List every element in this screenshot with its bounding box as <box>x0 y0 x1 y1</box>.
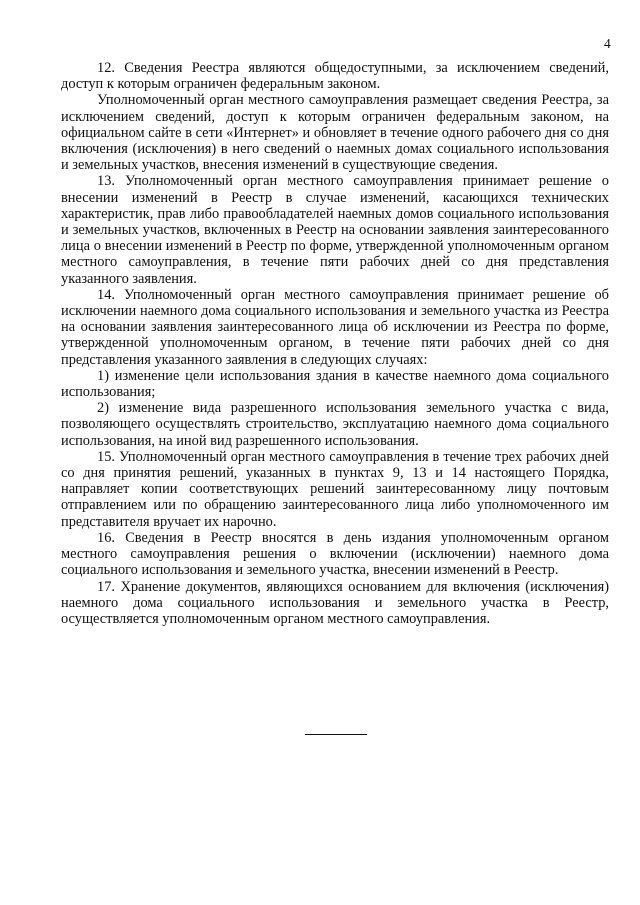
paragraph-16: 16. Сведения в Реестр вносятся в день издания уполномоченным органом местного самоуправления решения о включении (исключении) наемного дома социального использования и земельного участка, внесении изменений в Реестр. <box>61 529 609 579</box>
paragraph-12: 12. Сведения Реестра являются общедоступными, за исключением сведений, доступ к которым ограничен федеральным законом. <box>61 60 609 93</box>
paragraph-14: 14. Уполномоченный орган местного самоуправления принимает решение об исключении наемного дома социального использования и земельного участка из Реестра на основании заявления заинтересованного лица об исключении из Реестра по форме, утвержденной уполномоченным органом, в течение пяти рабочих дней со дня представления указанного заявления в следующих случаях: <box>61 286 609 368</box>
paragraph-17: 17. Хранение документов, являющихся основанием для включения (исключения) наемного дома социального использования и земельного участка в Реестр, осуществляется уполномоченным органом местного самоуправления. <box>61 578 609 627</box>
page-number: 4 <box>604 36 611 51</box>
paragraph-15: 15. Уполномоченный орган местного самоуправления в течение трех рабочих дней со дня принятия решений, указанных в пунктах 9, 13 и 14 настоящего Порядка, направляет копии соответствующих решений заинтересованному лицу почтовым отправлением или по обращению заинтересованного лица либо уполномоченного им представителя вручает их нарочно. <box>61 448 609 530</box>
paragraph-13: 13. Уполномоченный орган местного самоуправления принимает решение о внесении изменений в Реестр в случае изменений, касающихся технических характеристик, прав либо правообладателей наемных домов социального использования и земельных участков, включенных в Реестр на основании заявления заинтересованного лица о внесении изменений в Реестр по форме, утвержденной уполномоченным органом местного самоуправления, в течение пяти рабочих дней со дня представления указанного заявления. <box>61 173 609 287</box>
paragraph-12-publication: Уполномоченный орган местного самоуправления размещает сведения Реестра, за исключением сведений, доступ к которым ограничен федеральным законом, на официальном сайте в сети «Интернет» и обновляет в течение одного рабочего дня со дня включения (исключения) в него сведений о наемных домах социального использования и земельных участков, внесения изменений в существующие сведения. <box>61 92 609 174</box>
document-body <box>61 60 609 627</box>
end-of-document-rule <box>305 734 367 735</box>
paragraph-14-case-2: 2) изменение вида разрешенного использования земельного участка с вида, позволяющего осуществлять строительство, эксплуатацию наемного дома социального использования, на иной вид разрешенного использования. <box>61 400 609 449</box>
paragraph-14-case-1: 1) изменение цели использования здания в качестве наемного дома социального использования; <box>61 367 609 401</box>
